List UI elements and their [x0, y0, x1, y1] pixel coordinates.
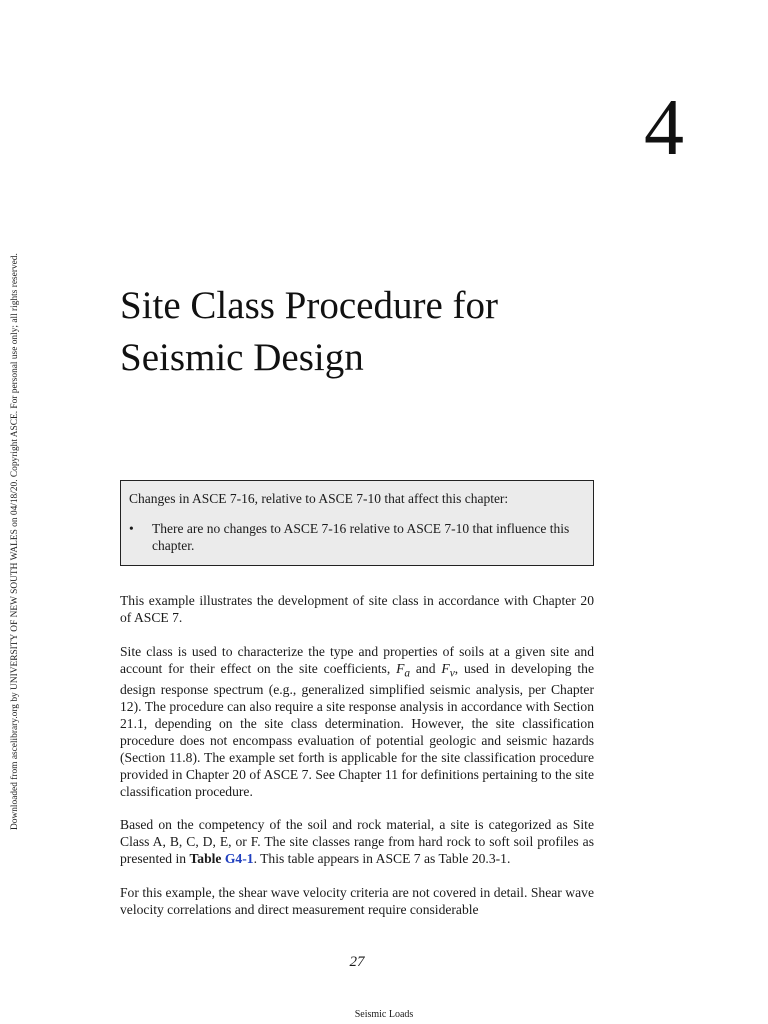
changes-summary-box: [120, 480, 594, 566]
bullet-icon: •: [129, 521, 134, 536]
chapter-body: [120, 593, 594, 936]
changes-box-title: Changes in ASCE 7-16, relative to ASCE 7-10 that affect this chapter:: [129, 491, 509, 506]
paragraph-site-class-text-2: , used in developing the design response spectrum (e.g., generalized simplified seismic analysis, per Chapter 12). The procedure can also require a site response analysis in accordance with Section 21.1, depending on the site class determination. However, the site classification procedure does not encompass evaluation of potential geologic and seismic hazards (Section 11.8). The example set forth is applicable for the site classification procedure provided in Chapter 20 of ASCE 7. See Chapter 11 for definitions pertaining to the site classification procedure.: [120, 660, 594, 799]
symbol-fa-base: F: [396, 660, 405, 676]
symbol-fv-subscript: v: [449, 667, 455, 680]
symbol-fa-subscript: a: [404, 667, 411, 680]
chapter-number: 4: [644, 84, 684, 172]
page-footer: Seismic Loads: [354, 1009, 414, 1020]
symbol-fa: [396, 660, 411, 680]
paragraph-site-class: [120, 644, 594, 801]
paragraph-intro: This example illustrates the development of site class in accordance with Chapter 20 of ASCE 7.: [120, 593, 594, 625]
changes-list-item: [129, 520, 585, 554]
changes-list-item-text: There are no changes to ASCE 7-16 relative to ASCE 7-10 that influence this chapter.: [152, 521, 570, 553]
symbol-fv: [441, 660, 455, 680]
paragraph-categories-text-1: Based on the competency of the soil and rock material, a site is categorized as Site Class A, B, C, D, E, or F. The site classes range from hard rock to soft soil profiles as presented in: [120, 817, 594, 867]
paragraph-categories-text-2: . This table appears in ASCE 7 as Table 20.3-1.: [253, 851, 511, 867]
paragraph-categories: [120, 817, 594, 868]
paragraph-site-class-and: and: [410, 660, 442, 676]
table-reference-label: Table: [189, 851, 225, 867]
changes-list: [129, 520, 585, 554]
paragraph-site-class-text-1: Site class is used to characterize the type and properties of soils at a given site and account for their effect on the site coefficients,: [120, 643, 594, 676]
chapter-title-line-2: Seismic Design: [120, 336, 364, 379]
table-g4-1-link[interactable]: G4-1: [224, 851, 254, 867]
download-notice: Downloaded from ascelibrary.org by UNIVERSITY OF NEW SOUTH WALES on 04/18/20. Copyright ASCE. For personal use only; all rights reserved.: [10, 253, 20, 830]
chapter-title: [120, 280, 640, 384]
symbol-fv-base: F: [441, 660, 450, 676]
paragraph-shear-wave: For this example, the shear wave velocity criteria are not covered in detail. Shear wave velocity correlations and direct measurement require considerable: [120, 885, 594, 917]
page-number: 27: [349, 954, 365, 970]
chapter-title-line-1: Site Class Procedure for: [120, 284, 499, 327]
